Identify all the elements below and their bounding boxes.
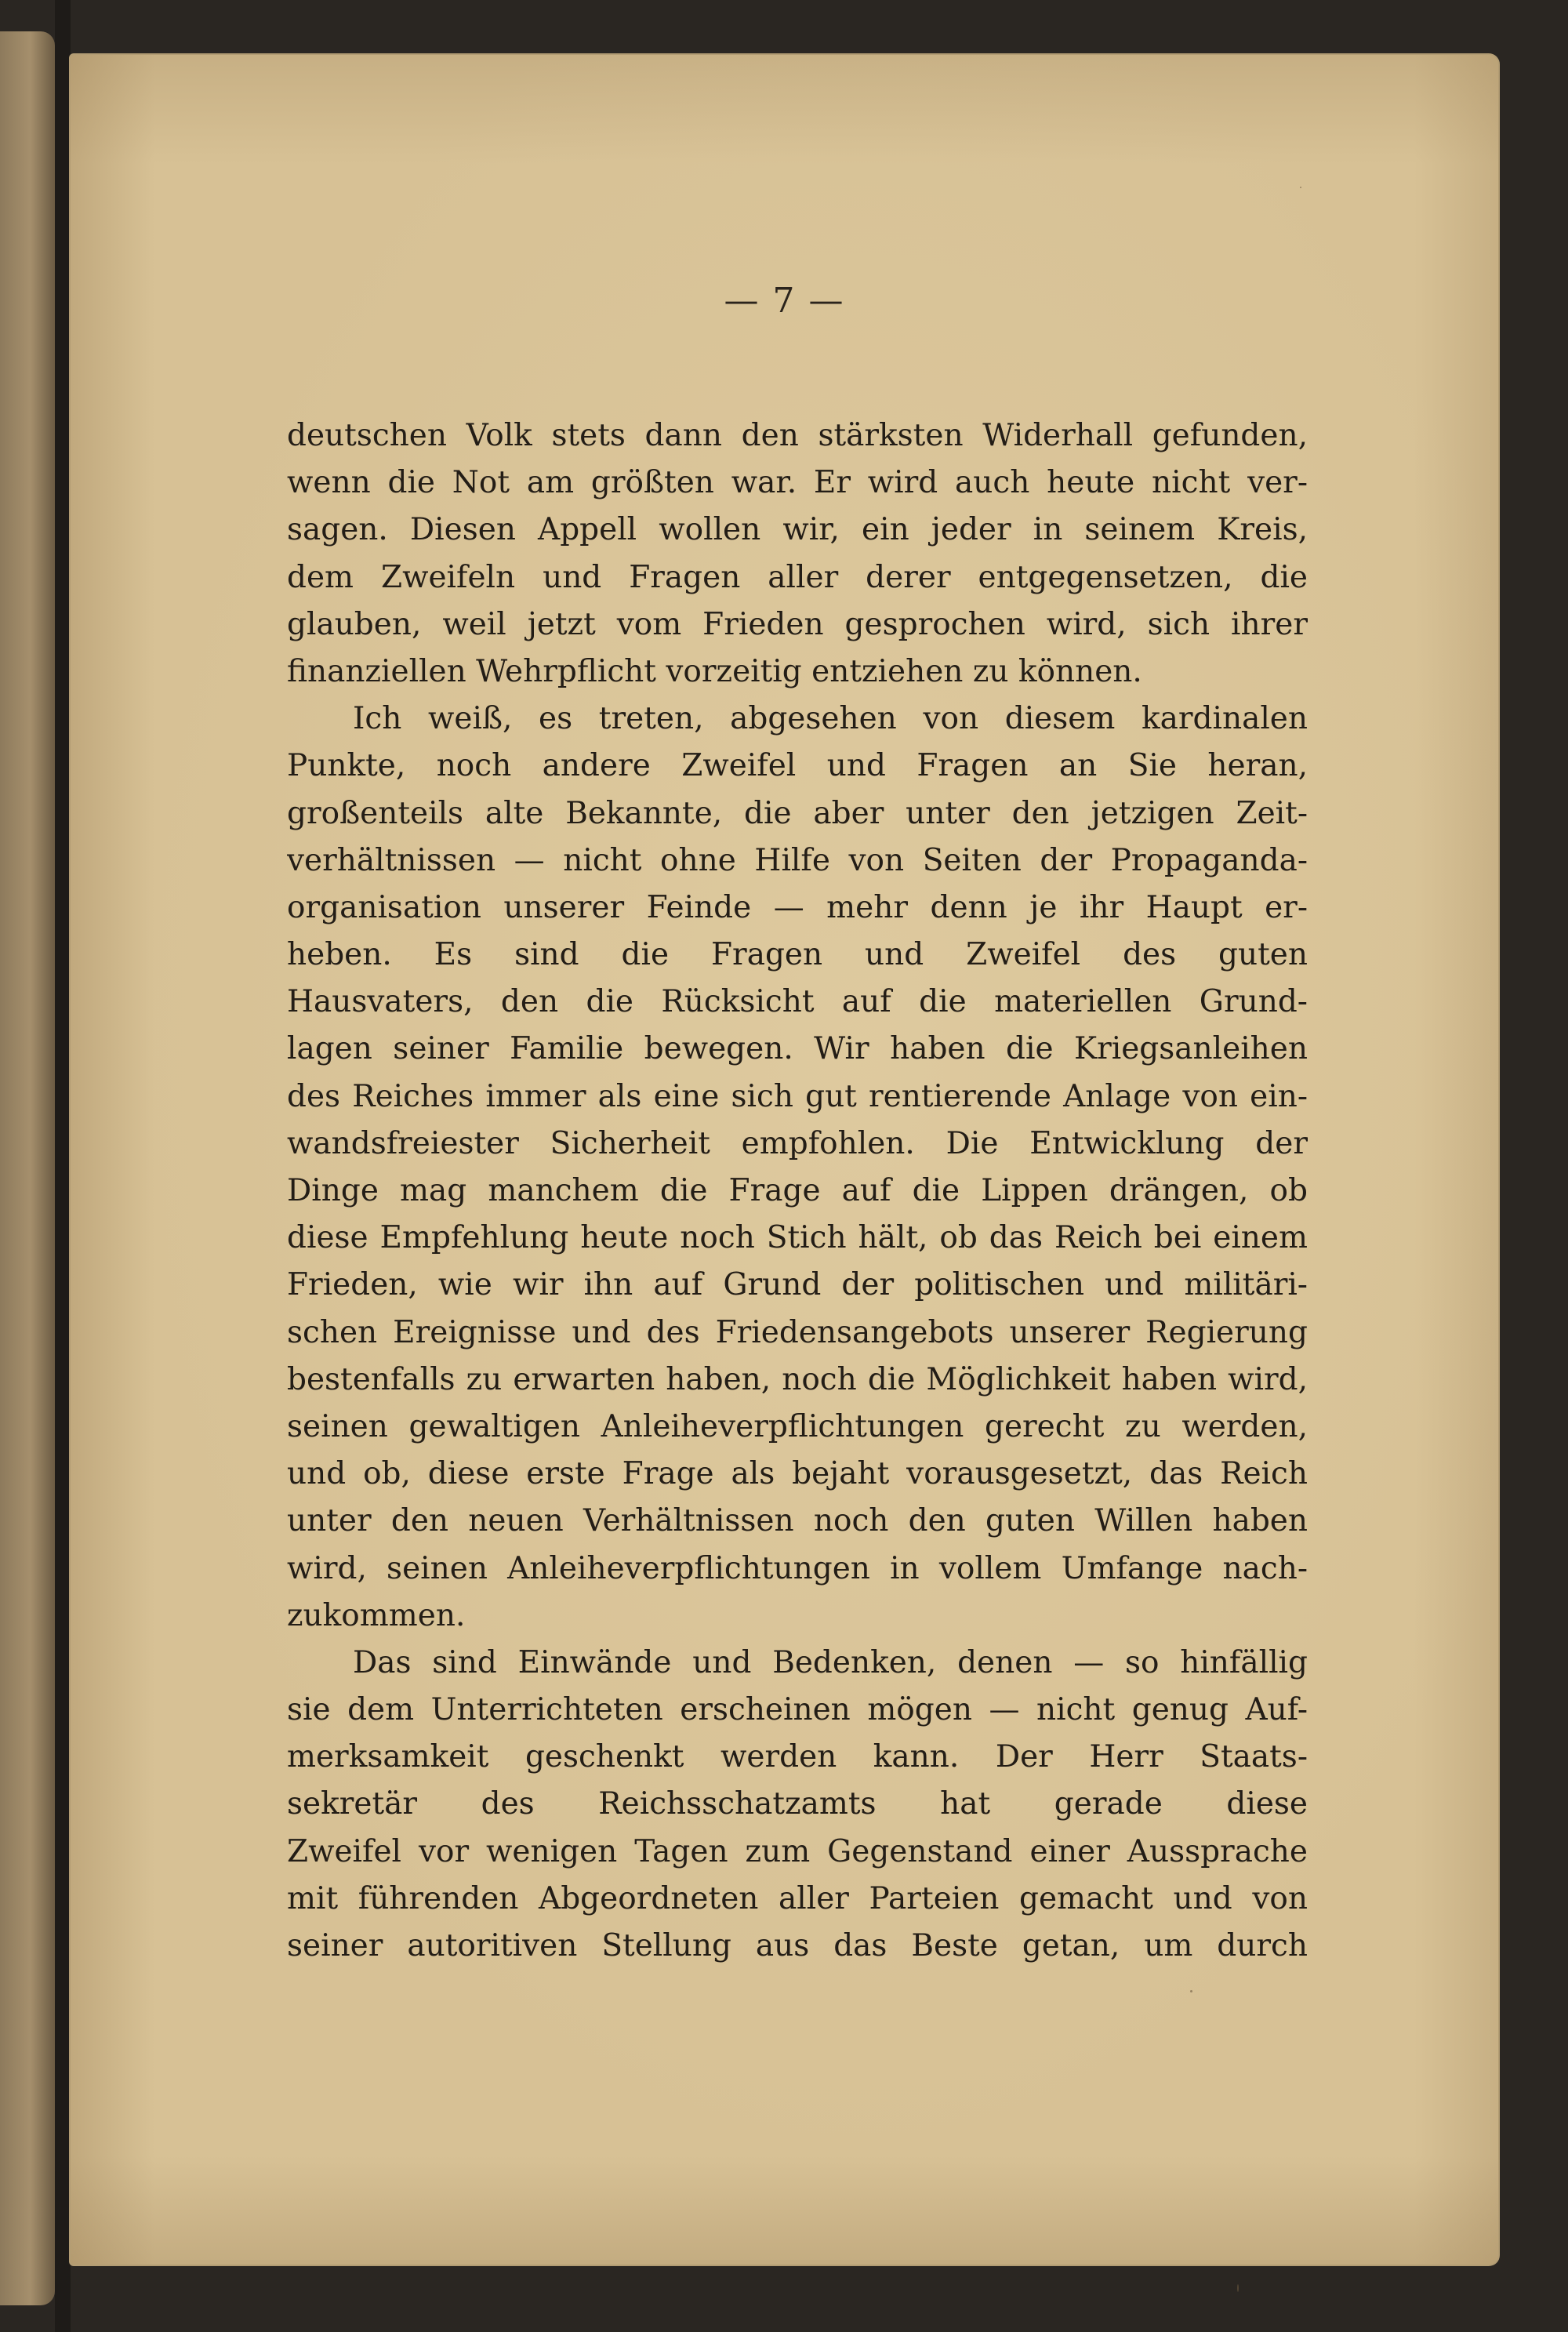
text-line: deutschen Volk stets dann den stärksten Widerhall gefunden,: [287, 418, 1308, 453]
text-line: zukommen.: [287, 1597, 466, 1633]
text-line: diese Empfehlung heute noch Stich hält, ob das Reich bei einem: [287, 1220, 1308, 1256]
text-line: Frieden, wie wir ihn auf Grund der politischen und militäri-: [287, 1267, 1308, 1303]
text-line: mit führenden Abgeordneten aller Parteien gemacht und von: [287, 1880, 1308, 1916]
text-line: Dinge mag manchem die Frage auf die Lippen drängen, ob: [287, 1173, 1308, 1208]
page-number: — 7 —: [724, 281, 845, 321]
text-line: lagen seiner Familie bewegen. Wir haben die Kriegsanleihen: [287, 1031, 1308, 1067]
text-line: Punkte, noch andere Zweifel und Fragen an Sie heran,: [287, 748, 1308, 784]
text-line: sekretär des Reichsschatzamts hat gerade diese: [287, 1786, 1308, 1822]
text-line: seinen gewaltigen Anleiheverpflichtungen gerecht zu werden,: [287, 1408, 1308, 1444]
text-line: verhältnissen — nicht ohne Hilfe von Seiten der Propaganda-: [287, 842, 1308, 878]
text-line: Hausvaters, den die Rücksicht auf die materiellen Grund-: [287, 984, 1308, 1020]
text-line: wenn die Not am größten war. Er wird auch heute nicht ver-: [287, 465, 1308, 501]
text-line: wird, seinen Anleiheverpflichtungen in vollem Umfange nach-: [287, 1550, 1308, 1586]
book-gutter: [55, 0, 71, 2332]
text-line: Das sind Einwände und Bedenken, denen — so hinfällig: [353, 1644, 1308, 1680]
text-line: wandsfreiester Sicherheit empfohlen. Die Entwicklung der: [287, 1125, 1308, 1161]
text-line: sagen. Diesen Appell wollen wir, ein jeder in seinem Kreis,: [287, 512, 1308, 548]
text-line: schen Ereignisse und des Friedensangebots unserer Regierung: [287, 1314, 1308, 1350]
body-text: [287, 412, 1308, 1970]
paper-speck: [1237, 2284, 1239, 2292]
text-line: seiner autoritiven Stellung aus das Beste getan, um durch: [287, 1928, 1308, 1963]
paper-speck: [1300, 187, 1301, 188]
text-line: Ich weiß, es treten, abgesehen von diesem kardinalen: [353, 701, 1308, 737]
left-page-edge: [0, 31, 55, 2305]
text-line: unter den neuen Verhältnissen noch den guten Willen haben: [287, 1503, 1308, 1539]
text-line: finanziellen Wehrpflicht vorzeitig entziehen zu können.: [287, 653, 1142, 689]
book-page: [69, 53, 1500, 2266]
paper-speck: [1190, 1990, 1192, 1992]
text-line: bestenfalls zu erwarten haben, noch die Möglichkeit haben wird,: [287, 1361, 1308, 1397]
text-line: glauben, weil jetzt vom Frieden gesprochen wird, sich ihrer: [287, 606, 1308, 642]
text-line: merksamkeit geschenkt werden kann. Der Herr Staats-: [287, 1739, 1308, 1775]
text-line: großenteils alte Bekannte, die aber unter den jetzigen Zeit-: [287, 795, 1308, 831]
text-line: und ob, diese erste Frage als bejaht vorausgesetzt, das Reich: [287, 1456, 1308, 1492]
text-line: des Reiches immer als eine sich gut rentierende Anlage von ein-: [287, 1078, 1308, 1114]
text-line: heben. Es sind die Fragen und Zweifel des guten: [287, 937, 1308, 973]
text-line: sie dem Unterrichteten erscheinen mögen — nicht genug Auf-: [287, 1692, 1308, 1728]
text-line: dem Zweifeln und Fragen aller derer entgegensetzen, die: [287, 559, 1308, 595]
text-line: Zweifel vor wenigen Tagen zum Gegenstand einer Aussprache: [287, 1833, 1308, 1869]
text-line: organisation unserer Feinde — mehr denn je ihr Haupt er-: [287, 889, 1308, 925]
